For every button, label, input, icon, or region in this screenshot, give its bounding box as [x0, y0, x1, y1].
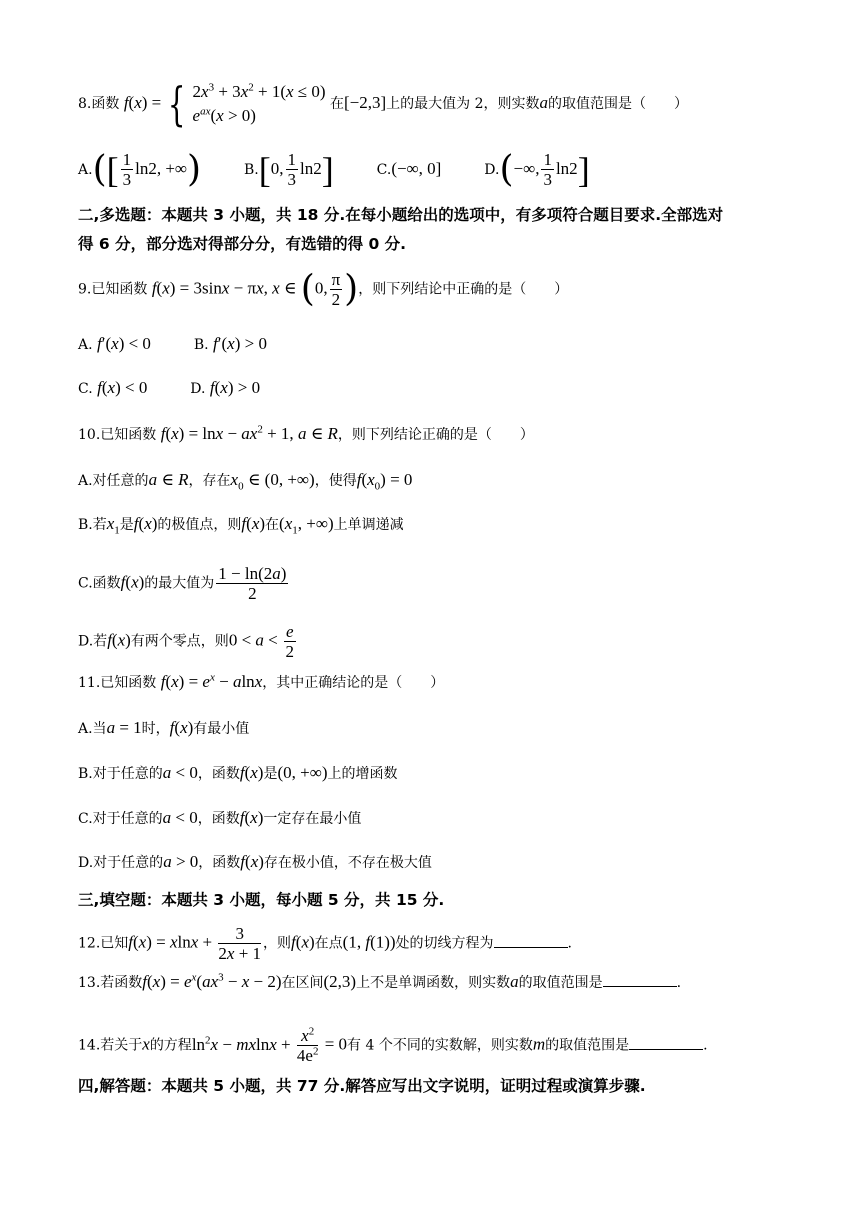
section-3-heading: 三,填空题：本题共 3 小题，每小题 5 分，共 15 分.	[78, 891, 445, 909]
question-14: 14.若关于x的方程$\ln^2x - mxlnx$ + $\frac{x^2}{4e^2}$ = 0有 4 个不同的实数解，则实数m的取值范围是 .	[78, 1025, 708, 1065]
q10-option-d: D.若f(x)有两个零点，则0 < a < $\frac{e}{2}$	[78, 622, 295, 661]
q12-answer-blank[interactable]	[494, 933, 568, 948]
q8-text2: 上的最大值为 2，则实数	[386, 96, 540, 112]
q8-options	[78, 150, 590, 189]
q11-label: 11.已知函数	[78, 675, 157, 691]
q9-function: f(x) = 3sinx − πx, x ∈	[151, 278, 301, 298]
section-2-heading: 二,多选题：本题共 3 小题，共 18 分.在每小题给出的选项中，有多项符合题目要求.全部选对	[78, 206, 724, 224]
q9-label: 9.已知函数	[78, 281, 148, 298]
q8-label: 8.函数	[78, 96, 120, 112]
q11-option-b: B.对于任意的a < 0，函数f(x)是(0, +∞)上的增函数	[78, 763, 398, 782]
q9-text1: ，则下列结论中正确的是（ ）	[358, 281, 569, 298]
q10-option-b: B.若$x_1$是f(x)的极值点，则f(x)在($x_1$, +∞)上单调递减	[78, 514, 404, 537]
q11-function: $f(x) = e^x - alnx$	[160, 671, 263, 691]
q10-label: 10.已知函数	[78, 427, 157, 443]
q8-option-c: C.(−∞, 0]	[376, 158, 442, 178]
q9-option-b: B. f′(x) > 0	[193, 334, 267, 353]
q9-option-a: A. f′(x) < 0	[78, 334, 151, 353]
q8-text3: 的取值范围是（ ）	[548, 96, 689, 112]
q8-option-a: A.([ $\frac{1}{3}$ ln2, +∞)	[78, 148, 202, 190]
q8-var-a: a	[539, 93, 549, 112]
question-13: 13.若函数$f(x) = e^x(ax^3 - x - 2)$在区间(2,3)上不是单调函数，则实数a的取值范围是 .	[78, 971, 682, 991]
q10-option-c: C.函数f(x)的最大值为 $\frac{1 - \ln(2a)}{2}$	[78, 564, 287, 603]
section-4-heading: 四,解答题：本题共 5 小题，共 77 分.解答应写出文字说明，证明过程或演算步骤.	[78, 1077, 646, 1095]
question-10	[78, 424, 534, 445]
q10-function: $f(x) = \ln x - ax^2 + 1$, a ∈ R	[160, 423, 338, 443]
q8-function: f(x) =	[123, 93, 162, 112]
question-8	[78, 77, 689, 131]
q9-option-c: C. f(x) < 0	[78, 378, 148, 397]
q10-option-a: A.对任意的a ∈ R，存在$x_0$ ∈ (0, +∞)，使得$f(x_0) = 0$	[78, 470, 413, 493]
q9-option-d: D. f(x) > 0	[190, 378, 261, 397]
q10-text1: ，则下列结论正确的是（ ）	[337, 427, 534, 443]
q8-interval: [−2,3]	[343, 93, 387, 112]
question-9: 9.已知函数 f(x) = 3sinx − πx, x ∈ (0, $\frac{\pi}{2}$ )，则下列结论中正确的是（ ）	[78, 268, 569, 310]
q8-text1: 在	[329, 96, 344, 112]
q11-option-d: D.对于任意的a > 0，函数f(x)存在极小值，不存在极大值	[78, 852, 432, 871]
q14-answer-blank[interactable]	[629, 1035, 703, 1050]
q8-brace: {	[168, 77, 186, 131]
q11-text1: ，其中正确结论的是（ ）	[262, 675, 445, 691]
q11-option-a: A.当a = 1时，f(x)有最小值	[78, 718, 250, 737]
section-2-heading-cont: 得 6 分，部分选对得部分分，有选错的得 0 分.	[78, 235, 407, 253]
q8-option-b: B.[0, $\frac{1}{3}$ ln2]	[244, 149, 334, 190]
q8-cases: $2x^3 + 3x^2 + 1(x \le 0)$ $e^{ax}(x > 0)$	[192, 81, 326, 125]
q11-option-c: C.对于任意的a < 0，函数f(x)一定存在最小值	[78, 808, 362, 827]
q9-options-row2	[78, 378, 260, 399]
q8-option-d: D.(−∞, $\frac{1}{3}$ ln2]	[484, 148, 590, 190]
question-12: 12.已知f(x) = xlnx + $\frac{3}{2x + 1}$ ，则f(x)在点(1, f(1))处的切线方程为 .	[78, 924, 572, 963]
q9-options-row1	[78, 334, 267, 355]
question-11	[78, 672, 444, 693]
q13-answer-blank[interactable]	[603, 972, 677, 987]
